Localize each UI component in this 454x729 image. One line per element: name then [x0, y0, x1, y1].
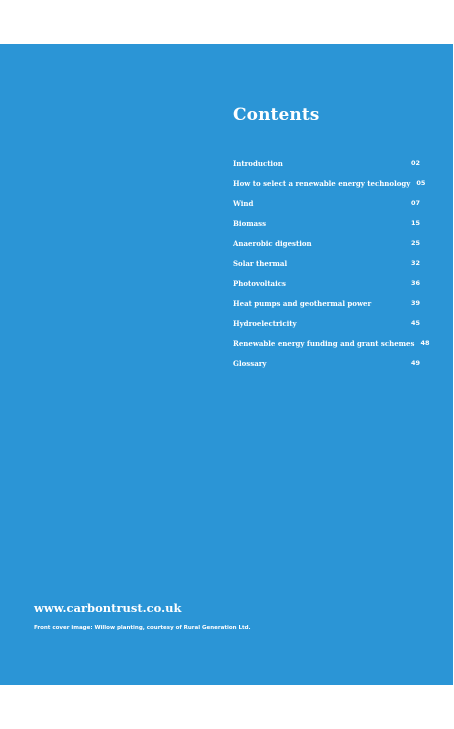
- table-of-contents: [233, 153, 430, 373]
- toc-item-photovoltaics[interactable]: [233, 273, 420, 293]
- toc-item-introduction[interactable]: [233, 153, 420, 173]
- toc-item-heat-pumps[interactable]: [233, 293, 420, 313]
- toc-item-label: Biomass: [233, 218, 267, 228]
- toc-item-biomass[interactable]: [233, 213, 420, 233]
- toc-item-label: How to select a renewable energy technology: [233, 178, 411, 188]
- toc-item-label: Heat pumps and geothermal power: [233, 298, 372, 308]
- toc-item-page: 15: [410, 219, 420, 227]
- toc-item-page: 05: [416, 179, 426, 187]
- toc-item-page: 39: [410, 299, 420, 307]
- toc-item-page: 48: [420, 339, 430, 347]
- toc-item-hydroelectricity[interactable]: [233, 313, 420, 333]
- toc-item-label: Solar thermal: [233, 258, 288, 268]
- toc-item-label: Photovoltaics: [233, 278, 286, 288]
- toc-item-label: Introduction: [233, 158, 283, 168]
- toc-item-page: 45: [410, 319, 420, 327]
- toc-item-label: Renewable energy funding and grant schemes: [233, 338, 415, 348]
- toc-item-glossary[interactable]: [233, 353, 420, 373]
- toc-item-anaerobic-digestion[interactable]: [233, 233, 420, 253]
- website-link[interactable]: www.carbontrust.co.uk: [34, 601, 182, 615]
- toc-item-page: 32: [410, 259, 420, 267]
- toc-item-label: Anaerobic digestion: [233, 238, 312, 248]
- toc-item-page: 02: [410, 159, 420, 167]
- toc-item-wind[interactable]: [233, 193, 420, 213]
- toc-item-page: 07: [410, 199, 420, 207]
- toc-item-label: Wind: [233, 198, 254, 208]
- contents-title: Contents: [233, 105, 320, 125]
- toc-item-funding-grants[interactable]: [233, 333, 430, 353]
- toc-item-how-to-select[interactable]: [233, 173, 426, 193]
- toc-item-label: Hydroelectricity: [233, 318, 297, 328]
- toc-item-page: 49: [410, 359, 420, 367]
- toc-item-page: 25: [410, 239, 420, 247]
- toc-item-solar-thermal[interactable]: [233, 253, 420, 273]
- cover-image-caption: Front cover image: Willow planting, courtesy of Rural Generation Ltd.: [34, 625, 251, 631]
- toc-item-label: Glossary: [233, 358, 267, 368]
- toc-item-page: 36: [410, 279, 420, 287]
